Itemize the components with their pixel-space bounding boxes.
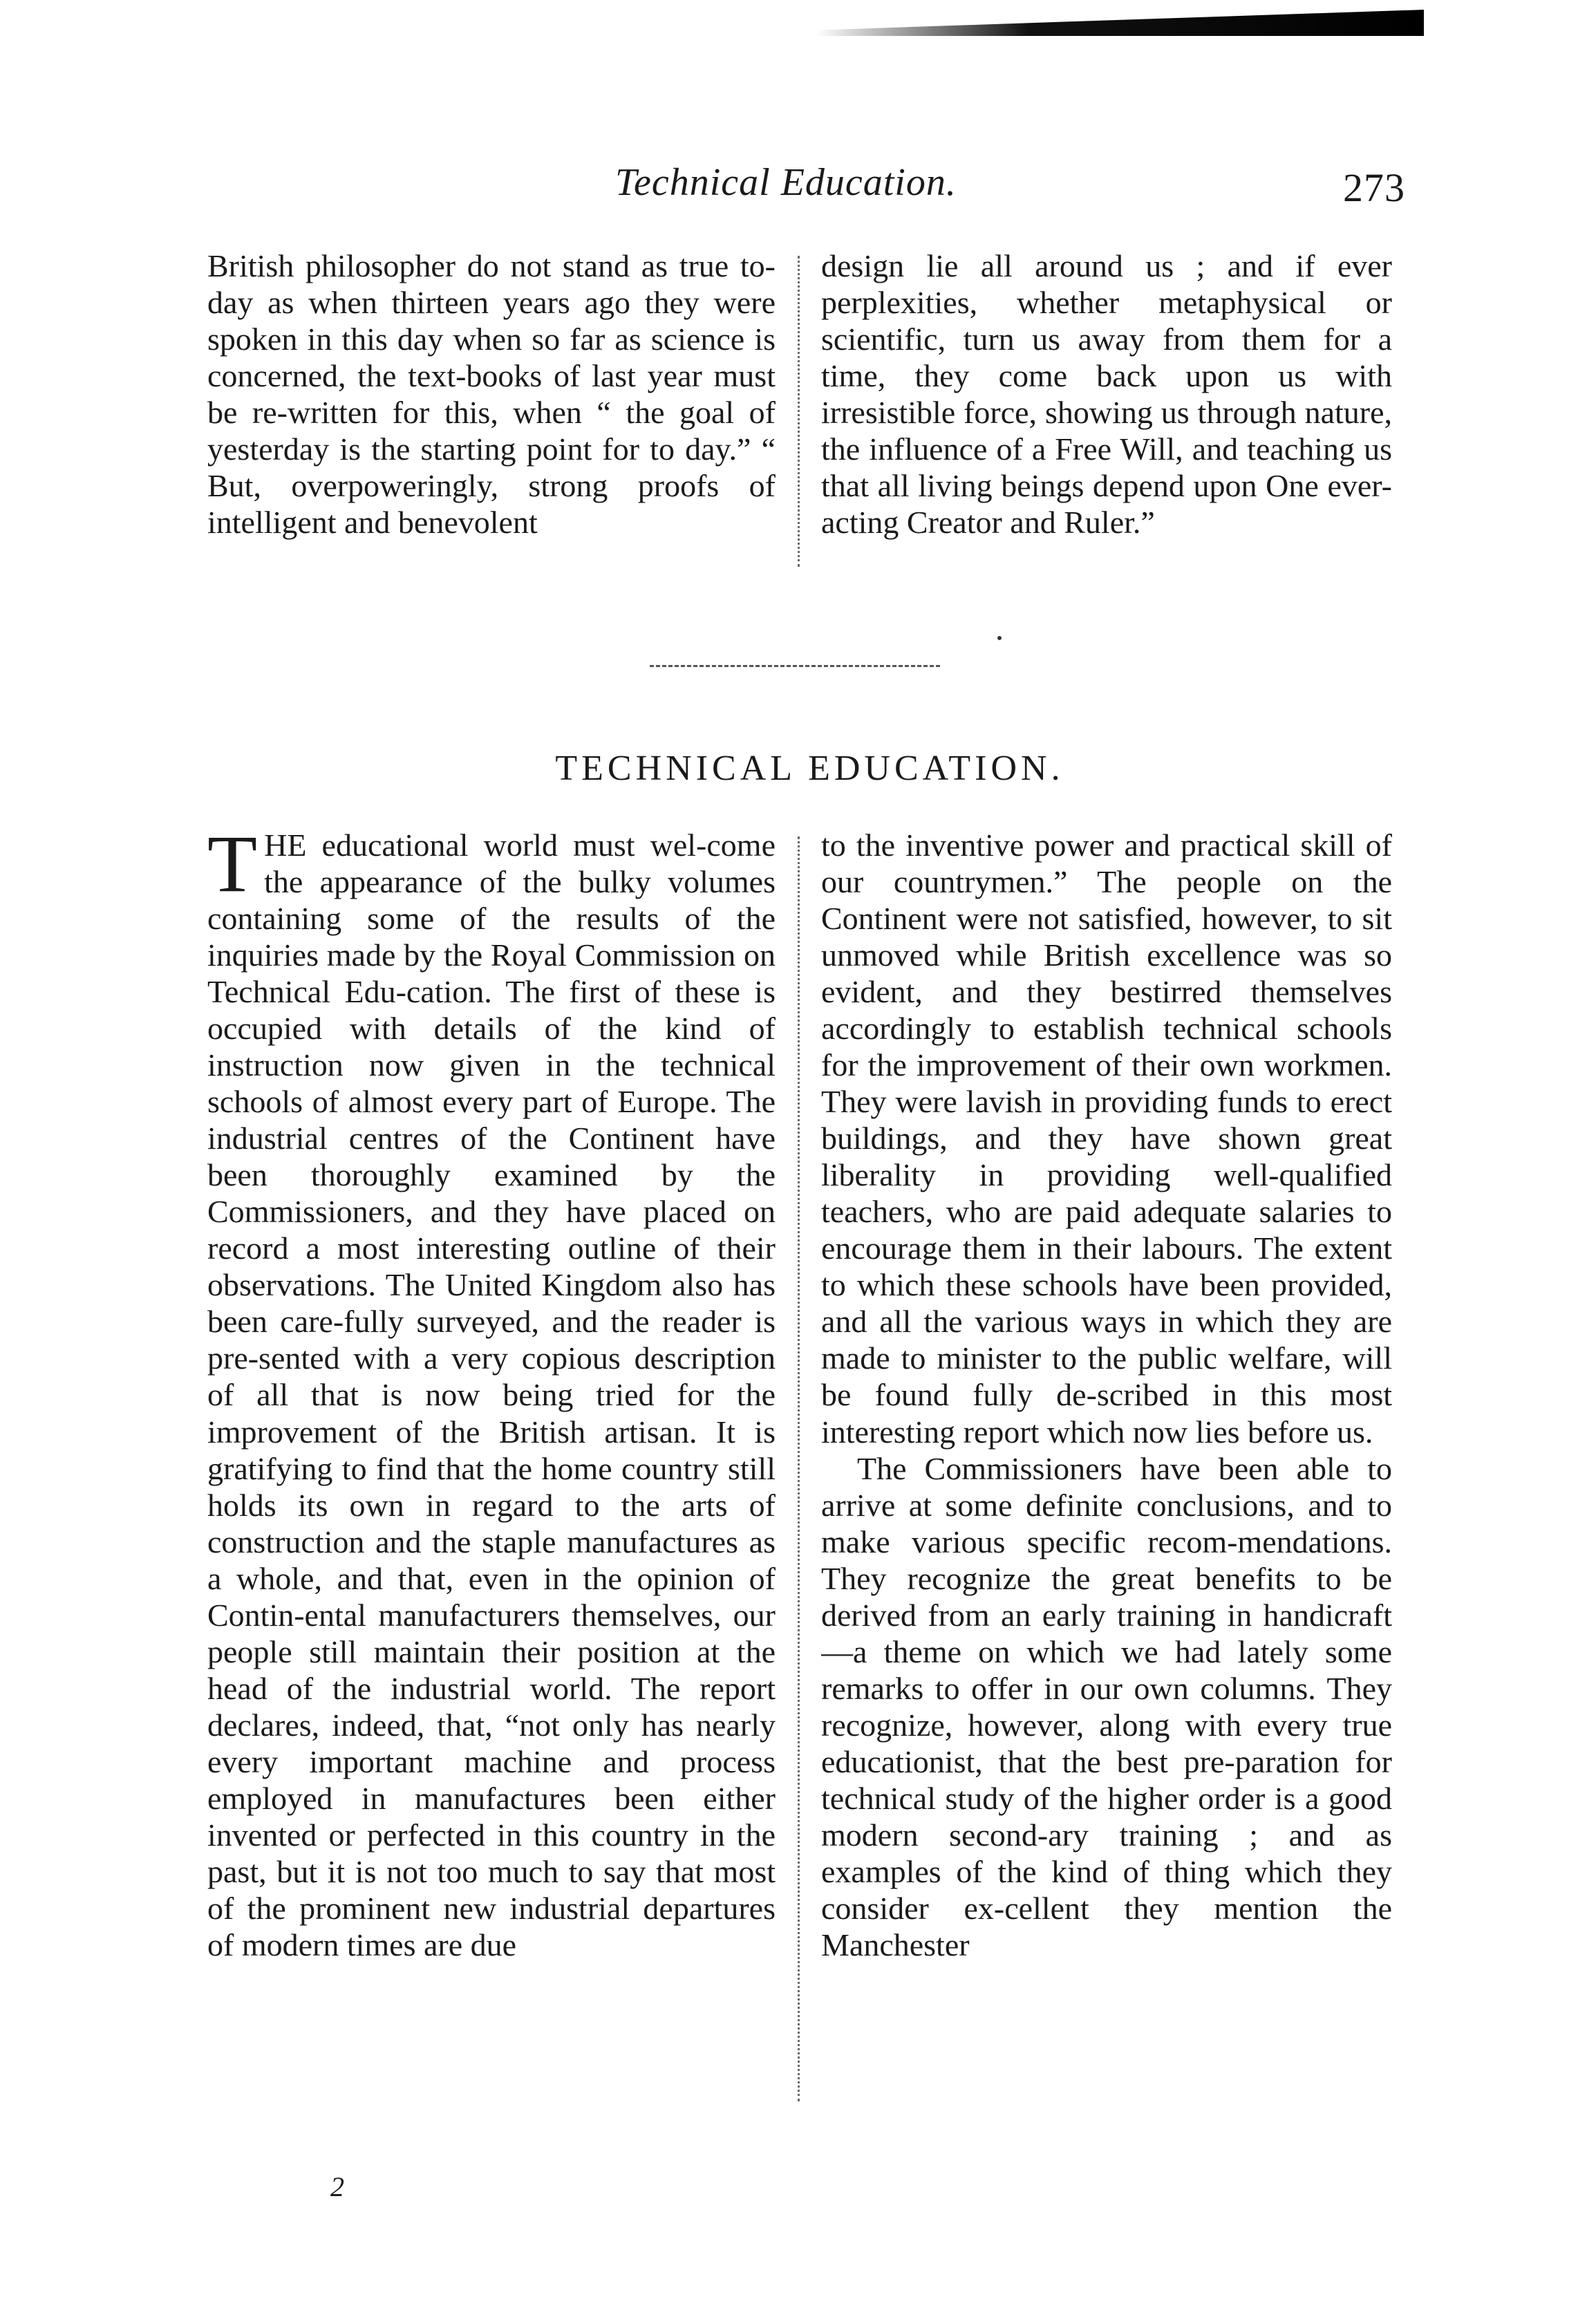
running-header — [615, 160, 1405, 210]
previous-article-left-column — [207, 247, 776, 572]
article-paragraph-2: The Commissioners have been able to arrive at some definite conclusions, and to make various specific recom-mendations. They recognize the great benefits to be derived from an early training in handicraft—a theme on which we had lately some remarks to offer in our own columns. They recognize, however, along with every true educationist, that the best pre-paration for technical study of the higher order is a good modern second-ary training ; and as examples of the kind of thing which they consider ex-cellent they mention the Manchester — [821, 1450, 1392, 1962]
drop-cap: T — [207, 827, 258, 909]
print-speck — [997, 636, 1002, 640]
page-number: 273 — [1343, 165, 1405, 210]
previous-article-right-column — [821, 247, 1392, 572]
column-divider-main — [798, 836, 800, 2101]
article-right-column — [821, 827, 1392, 2112]
article-paragraph-continued: to the inventive power and practical skill of our countrymen.” The people on the Continent were not satisfied, however, to sit unmoved while British excellence was so evident, and they bestirred themselves accordingly to establish technical schools for the improvement of their own workmen. They were lavish in providing funds to erect buildings, and they have shown great liberality in providing well-qualified teachers, who are paid adequate salaries to encourage them in their labours. The extent to which these schools have been provided, and all the various ways in which they are made to minister to the public welfare, will be found fully de-scribed in this most interesting report which now lies before us. — [821, 827, 1392, 1450]
article-left-column — [207, 827, 776, 2112]
previous-article-text-left: British philosopher do not stand as true to-day as when thirteen years ago they were spoken in this day when so far as science is concerned, the text-books of last year must be re-written for this, when “ the goal of yesterday is the starting point for to day.” “ But, overpoweringly, strong proofs of intelligent and benevolent — [207, 248, 776, 541]
scan-edge-mark — [816, 10, 1424, 36]
article-paragraph-1-text: HE educational world must wel-come the appearance of the bulky volumes containing some of the results of the inquiries made by the Royal Commission on Technical Edu-cation. The first of these is occupied with details of the kind of instruction now given in the technical schools of almost every part of Europe. The industrial centres of the Continent have been thoroughly examined by the Commissioners, and they have placed on record a most interesting outline of their observations. The United Kingdom also has been care-fully surveyed, and the reader is pre-sented with a very copious description of all that is now being tried for the improvement of the British artisan. It is gratifying to find that the home country still holds its own in regard to the arts of construction and the staple manufactures as a whole, and that, even in the opinion of Contin-ental manufacturers themselves, our people still maintain their position at the head of the industrial world. The report declares, indeed, that, “not only has nearly every important machine and process employed in manufactures been either invented or perfected in this country in the past, but it is not too much to say that most of the prominent new industrial departures of modern times are due — [207, 827, 776, 1962]
section-divider — [650, 665, 940, 667]
signature-mark: 2 — [330, 2171, 344, 2202]
running-title: Technical Education. — [615, 161, 957, 204]
article-paragraph-1 — [207, 827, 776, 1963]
article-title: TECHNICAL EDUCATION. — [555, 749, 1064, 788]
previous-article-text-right: design lie all around us ; and if ever perplexities, whether metaphysical or scientific, turn us away from them for a time, they come back upon us with irresistible force, showing us through nature, the influence of a Free Will, and teaching us that all living beings depend upon One ever-acting Creator and Ruler.” — [821, 248, 1392, 541]
column-divider-top — [798, 256, 800, 567]
